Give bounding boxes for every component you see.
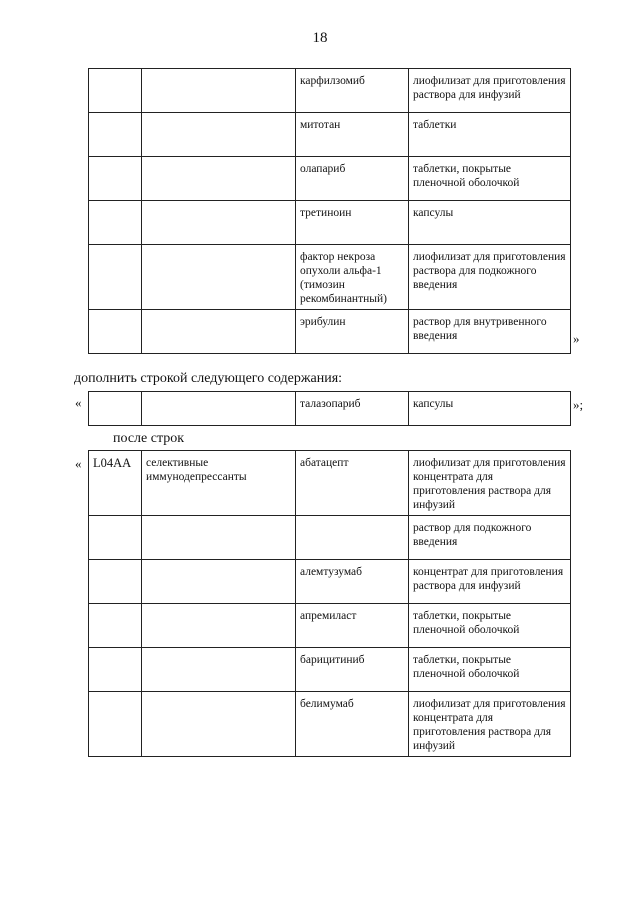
drug-name-cell: олапариб [296,157,409,201]
dosage-form-cell: раствор для внутривенного введения [409,310,571,354]
dosage-form-cell: таблетки, покрытые пленочной оболочкой [409,157,571,201]
dosage-form-cell: таблетки, покрытые пленочной оболочкой [409,648,571,692]
atc-code-cell [89,310,142,354]
group-cell [142,113,296,157]
table-row [89,245,571,310]
table-row [89,560,571,604]
dosage-form-cell: таблетки, покрытые пленочной оболочкой [409,604,571,648]
drug-name-cell: талазопариб [296,392,409,426]
drug-name-cell: митотан [296,113,409,157]
drug-name-cell: абатацепт [296,451,409,516]
table-row [89,604,571,648]
group-cell [142,310,296,354]
dosage-form-cell: капсулы [409,392,571,426]
drug-name-cell: третиноин [296,201,409,245]
table-row [89,692,571,757]
table-row [89,392,571,426]
atc-code-cell [89,516,142,560]
group-cell [142,516,296,560]
atc-code-cell [89,692,142,757]
opening-quote-mark: « [75,395,82,410]
atc-code-cell [89,560,142,604]
closing-quote-mark: »; [573,397,584,412]
atc-code-cell [89,245,142,310]
dosage-form-cell: лиофилизат для приготовления раствора для инфузий [409,69,571,113]
drug-name-cell: карфилзомиб [296,69,409,113]
dosage-form-cell: капсулы [409,201,571,245]
atc-code-cell [89,604,142,648]
drug-name-cell: фактор некроза опухоли альфа-1 (тимозин рекомбинантный) [296,245,409,310]
atc-code-cell [89,392,142,426]
dosage-form-cell: лиофилизат для приготовления концентрата для приготовления раствора для инфузий [409,451,571,516]
dosage-form-cell: таблетки [409,113,571,157]
atc-code-cell [89,113,142,157]
table-row [89,516,571,560]
medicine-table-existing [88,68,571,354]
dosage-form-cell: лиофилизат для приготовления раствора для подкожного введения [409,245,571,310]
group-cell [142,69,296,113]
drug-name-cell: барицитиниб [296,648,409,692]
group-cell [142,604,296,648]
drug-name-cell: алемтузумаб [296,560,409,604]
table-row [89,69,571,113]
instruction-text: дополнить строкой следующего содержания: [74,371,343,386]
dosage-form-cell: раствор для подкожного введения [409,516,571,560]
medicine-table-l04aa [88,450,571,757]
opening-quote-mark: « [75,456,82,471]
table-row [89,157,571,201]
closing-quote-mark: » [573,331,580,346]
group-cell: селективные иммунодепрессанты [142,451,296,516]
atc-code-cell: L04AA [89,451,142,516]
drug-name-cell: апремиласт [296,604,409,648]
atc-code-cell [89,69,142,113]
drug-name-cell: эрибулин [296,310,409,354]
group-cell [142,560,296,604]
table-row [89,310,571,354]
dosage-form-cell: лиофилизат для приготовления концентрата для приготовления раствора для инфузий [409,692,571,757]
atc-code-cell [89,157,142,201]
drug-name-cell [296,516,409,560]
group-cell [142,201,296,245]
table-row [89,451,571,516]
group-cell [142,392,296,426]
atc-code-cell [89,648,142,692]
group-cell [142,692,296,757]
group-cell [142,245,296,310]
group-cell [142,648,296,692]
table-row [89,648,571,692]
page-number: 18 [312,30,328,46]
table-row [89,201,571,245]
after-rows-text: после строк [113,431,185,446]
drug-name-cell: белимумаб [296,692,409,757]
atc-code-cell [89,201,142,245]
group-cell [142,157,296,201]
table-row [89,113,571,157]
dosage-form-cell: концентрат для приготовления раствора для инфузий [409,560,571,604]
medicine-table-added-row [88,391,571,426]
